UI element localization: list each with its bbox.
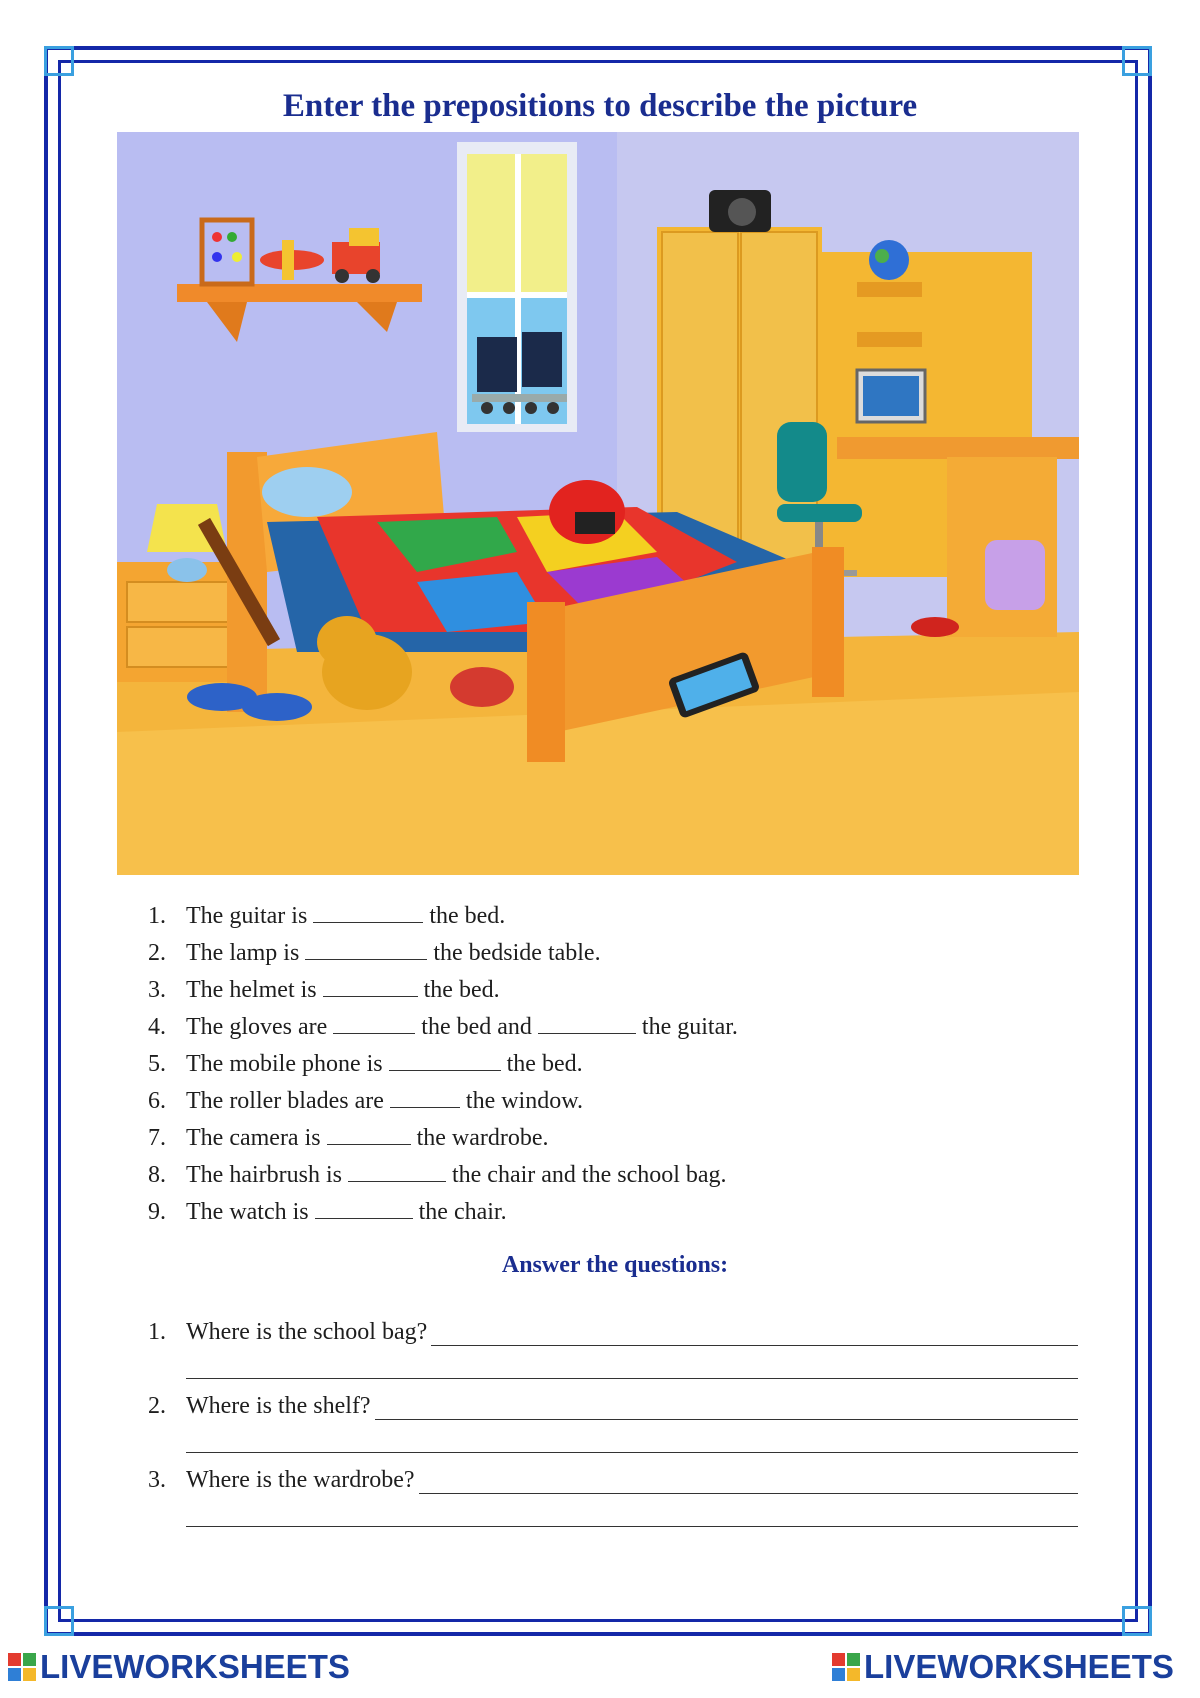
item-number: 2. xyxy=(148,940,166,966)
answer-line[interactable] xyxy=(186,1452,1078,1453)
answer-line[interactable] xyxy=(186,1378,1078,1379)
exercise-item xyxy=(148,1046,738,1083)
question-item xyxy=(148,1306,1078,1380)
answer-line[interactable] xyxy=(186,1526,1078,1527)
liveworksheets-icon xyxy=(832,1653,860,1681)
item-text: The camera is xyxy=(186,1125,321,1151)
item-text: the bed and xyxy=(421,1014,532,1040)
answer-blank[interactable] xyxy=(348,1159,446,1182)
worksheet-title: Enter the prepositions to describe the picture xyxy=(282,88,918,124)
item-text: the wardrobe. xyxy=(416,1125,549,1151)
item-number: 3. xyxy=(148,1467,166,1493)
item-number: 8. xyxy=(148,1162,166,1188)
item-text: The lamp is xyxy=(186,940,300,966)
item-text: The guitar is xyxy=(186,903,308,929)
brand-text: LIVEWORKSHEETS xyxy=(40,1648,350,1685)
answer-blank[interactable] xyxy=(323,974,418,997)
item-number: 3. xyxy=(148,977,166,1003)
item-text: The roller blades are xyxy=(186,1088,384,1114)
frame-corner xyxy=(44,1606,74,1636)
item-text: The gloves are xyxy=(186,1014,328,1040)
item-text: the bedside table. xyxy=(433,940,601,966)
answer-line[interactable] xyxy=(431,1319,1078,1346)
item-number: 1. xyxy=(148,1319,166,1345)
item-number: 2. xyxy=(148,1393,166,1419)
exercise-item xyxy=(148,1194,738,1231)
answer-blank[interactable] xyxy=(313,900,423,923)
answer-blank[interactable] xyxy=(333,1011,415,1034)
brand-logo xyxy=(8,1648,350,1686)
frame-corner xyxy=(1122,46,1152,76)
brand-text: LIVEWORKSHEETS xyxy=(864,1648,1174,1685)
exercise-item xyxy=(148,898,738,935)
item-text: the bed. xyxy=(429,903,506,929)
exercise-item xyxy=(148,1009,738,1046)
answer-blank[interactable] xyxy=(305,937,427,960)
exercise-item xyxy=(148,1120,738,1157)
answer-blank[interactable] xyxy=(390,1085,460,1108)
section-title: Answer the questions: xyxy=(501,1252,729,1278)
questions-list xyxy=(148,1306,1078,1528)
liveworksheets-icon xyxy=(8,1653,36,1681)
item-text: the chair. xyxy=(418,1199,507,1225)
answer-blank[interactable] xyxy=(327,1122,411,1145)
answer-blank[interactable] xyxy=(389,1048,501,1071)
item-text: the window. xyxy=(465,1088,583,1114)
question-item xyxy=(148,1380,1078,1454)
item-text: The watch is xyxy=(186,1199,309,1225)
question-item xyxy=(148,1454,1078,1528)
exercise-item xyxy=(148,935,738,972)
question-text: Where is the wardrobe? xyxy=(186,1467,415,1493)
item-number: 9. xyxy=(148,1199,166,1225)
frame-corner xyxy=(44,46,74,76)
answer-blank[interactable] xyxy=(315,1196,413,1219)
item-text: The helmet is xyxy=(186,977,317,1003)
item-text: the bed. xyxy=(423,977,500,1003)
answer-line[interactable] xyxy=(419,1467,1078,1494)
frame-corner xyxy=(1122,1606,1152,1636)
answer-blank[interactable] xyxy=(538,1011,636,1034)
item-text: the chair and the school bag. xyxy=(451,1162,727,1188)
exercise-item xyxy=(148,1083,738,1120)
item-number: 6. xyxy=(148,1088,166,1114)
item-number: 7. xyxy=(148,1125,166,1151)
exercise-item xyxy=(148,1157,738,1194)
item-text: the guitar. xyxy=(641,1014,738,1040)
item-number: 5. xyxy=(148,1051,166,1077)
item-number: 1. xyxy=(148,903,166,929)
item-text: the bed. xyxy=(506,1051,583,1077)
preposition-exercise xyxy=(148,898,738,1231)
item-text: The hairbrush is xyxy=(186,1162,342,1188)
item-number: 4. xyxy=(148,1014,166,1040)
question-text: Where is the shelf? xyxy=(186,1393,371,1419)
answer-line[interactable] xyxy=(375,1393,1078,1420)
bedroom-illustration xyxy=(117,132,1079,875)
question-text: Where is the school bag? xyxy=(186,1319,428,1345)
exercise-item xyxy=(148,972,738,1009)
brand-logo xyxy=(832,1648,1174,1686)
item-text: The mobile phone is xyxy=(186,1051,383,1077)
